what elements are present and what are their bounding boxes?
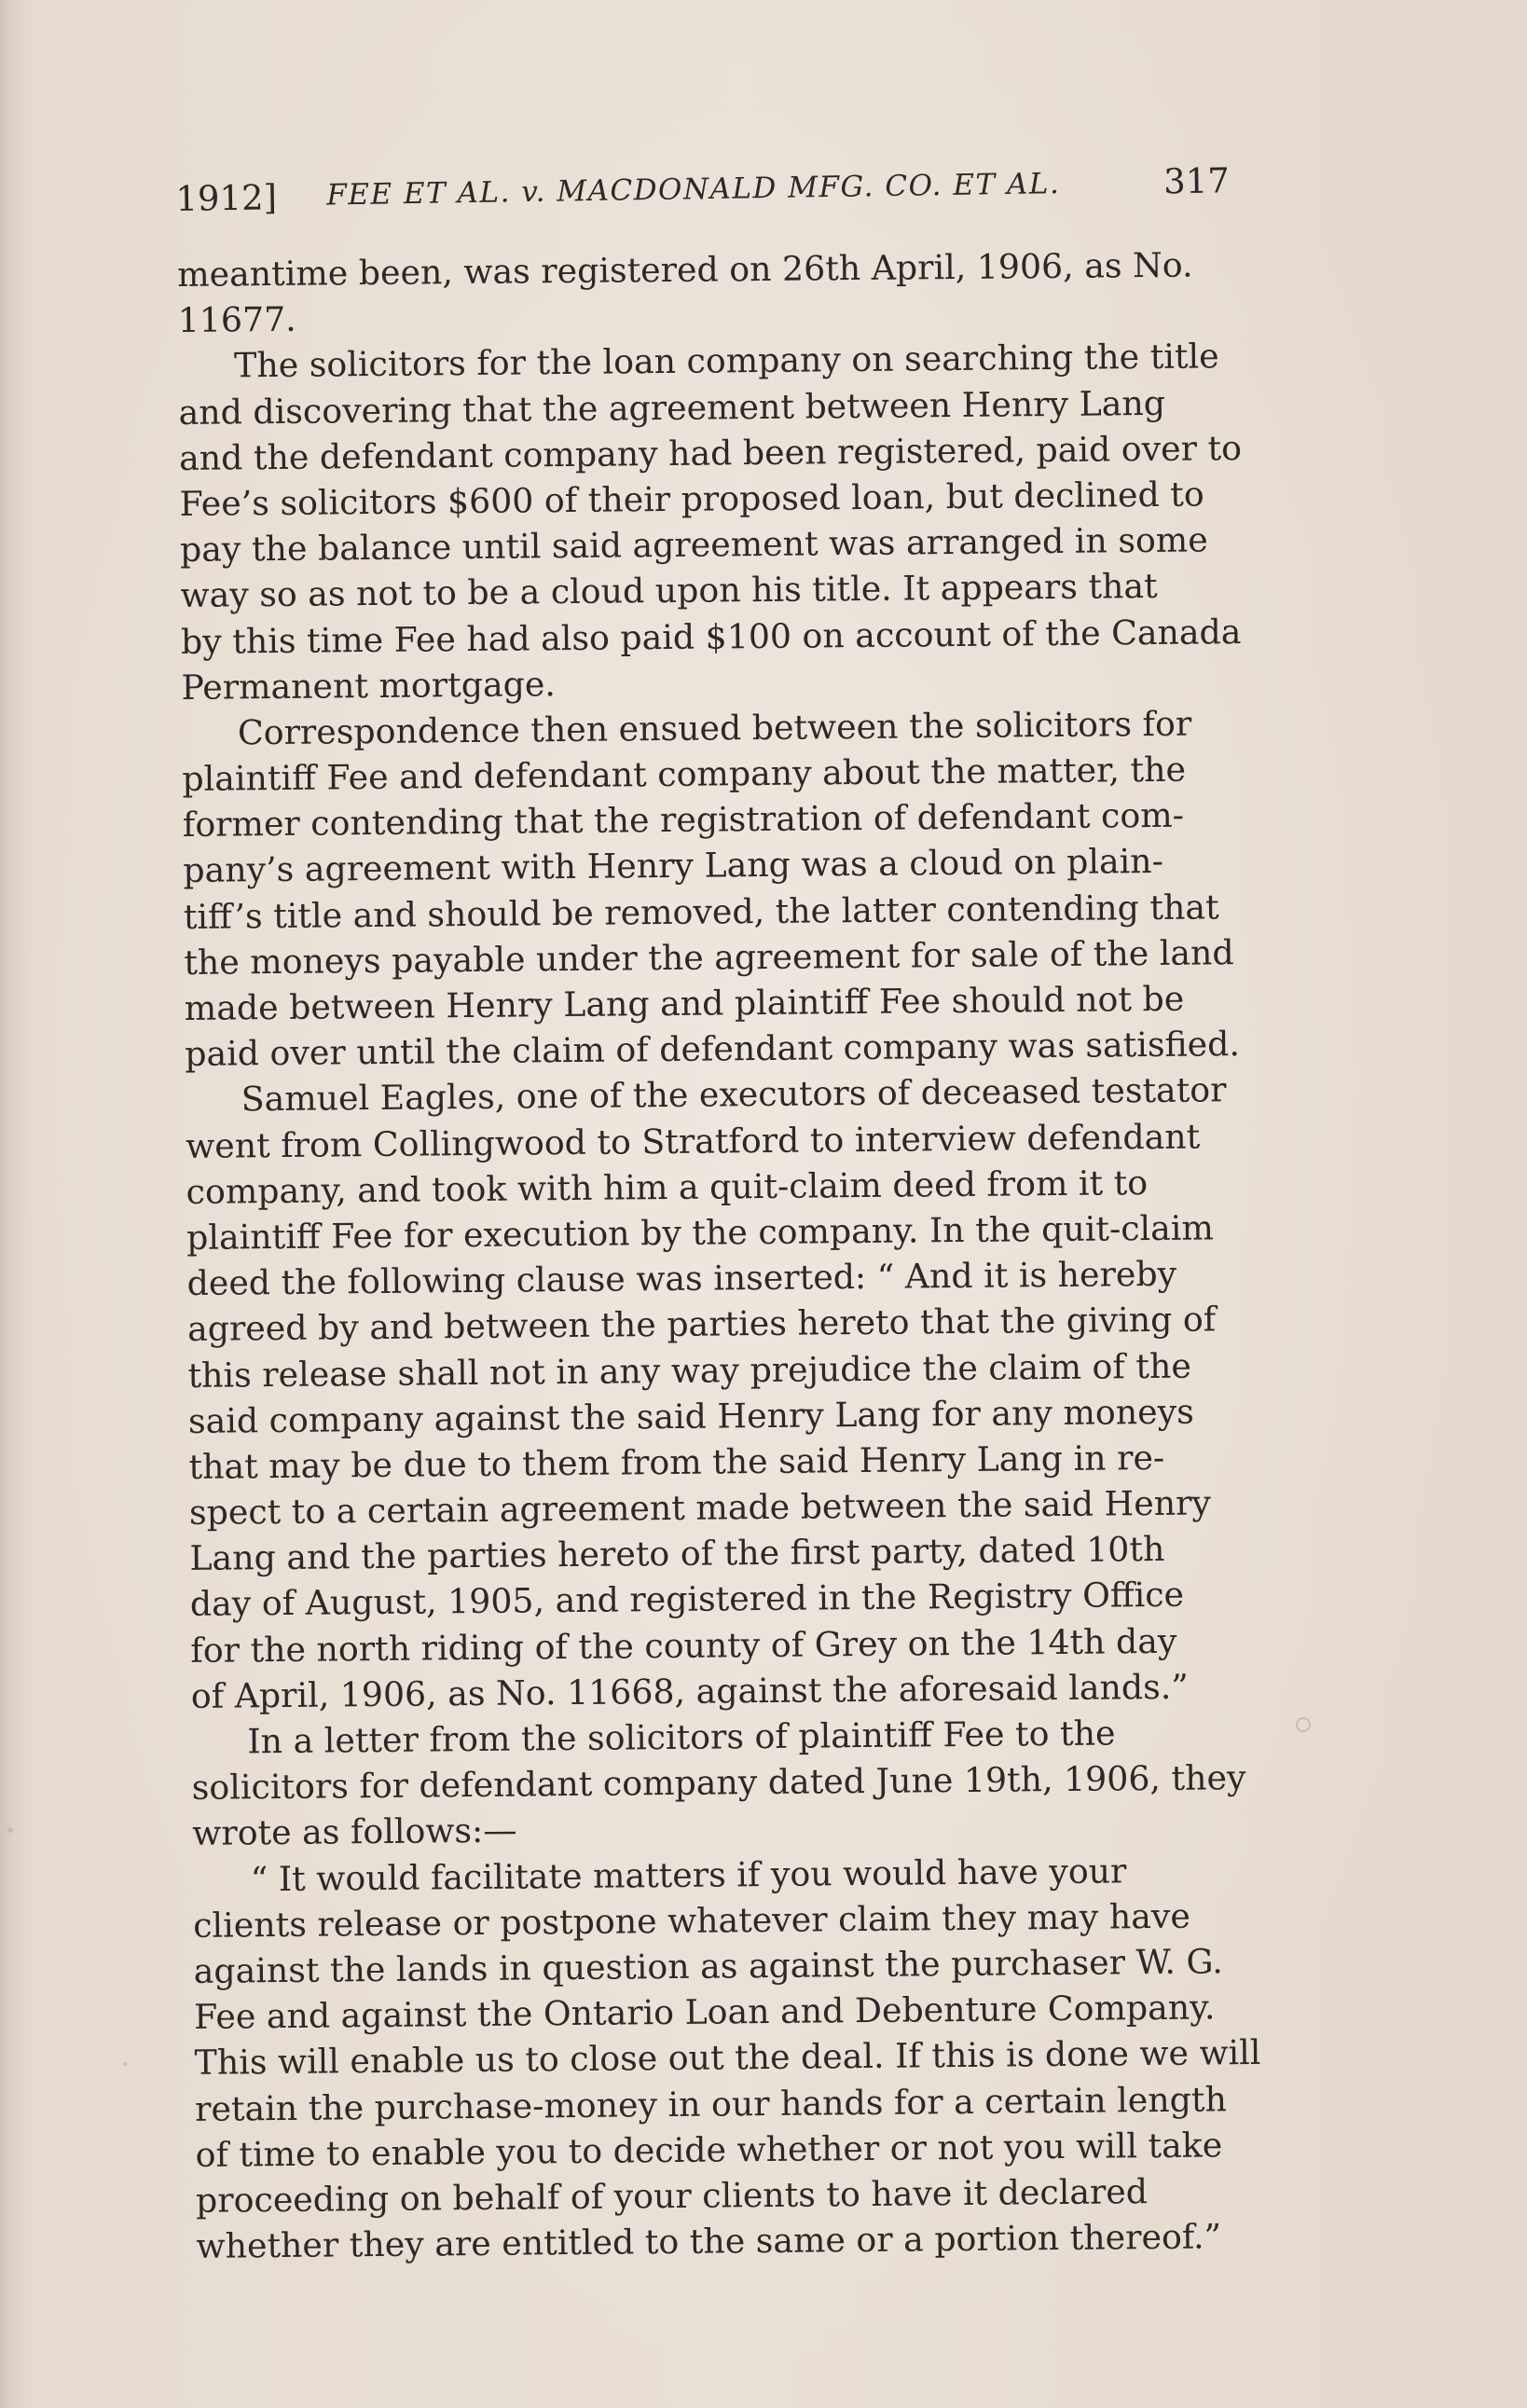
quoted-text-line: This will enable us to close out the deal. If this is done we will: [194, 2032, 1261, 2084]
text-line: that may be due to them from the said Henry Lang in re-: [188, 1437, 1165, 1487]
text-line: Permanent mortgage.: [181, 663, 557, 708]
quoted-text-line: Fee and against the Ontario Loan and Debenture Company.: [193, 1987, 1216, 2038]
text-line: In a letter from the solicitors of plaintiff Fee to the: [247, 1713, 1116, 1762]
text-line: by this time Fee had also paid $100 on account of the Canada: [180, 611, 1242, 662]
running-head: [175, 158, 1231, 231]
quoted-text-line: against the lands in question as against the purchaser W. G.: [193, 1941, 1223, 1991]
text-line: deed the following clause was inserted: “ And it is hereby: [186, 1253, 1177, 1304]
text-line: wrote as follows:—: [192, 1809, 517, 1854]
text-line: day of August, 1905, and registered in the Registry Office: [189, 1575, 1185, 1625]
body-text: [177, 241, 1278, 2269]
text-line: this release shall not in any way prejudice the claim of the: [187, 1345, 1192, 1396]
text-line: former contending that the registration of defendant com-: [182, 794, 1185, 846]
text-line: of April, 1906, as No. 11668, against the aforesaid lands.”: [190, 1666, 1190, 1716]
quoted-text-line: “ It would facilitate matters if you would have your: [250, 1850, 1127, 1899]
text-line: The solicitors for the loan company on searching the title: [233, 336, 1219, 386]
text-line: pay the balance until said agreement was arranged in some: [179, 519, 1208, 571]
text-line: paid over until the claim of defendant company was satisfied.: [185, 1024, 1241, 1075]
text-line: way so as not to be a cloud upon his title. It appears that: [180, 566, 1158, 616]
running-head-year: 1912]: [175, 177, 278, 219]
running-head-title: FEE ET AL. v. MACDONALD MFG. CO. ET AL.: [326, 167, 1061, 213]
quoted-text-line: retain the purchase-money in our hands for a certain length: [194, 2078, 1228, 2129]
text-line: agreed by and between the parties hereto that the giving of: [186, 1299, 1217, 1350]
page-number: 317: [1162, 160, 1231, 202]
paper-speck: [123, 2062, 127, 2066]
text-line: 11677.: [177, 298, 296, 341]
text-line: plaintiff Fee for execution by the company. In the quit-claim: [186, 1207, 1215, 1258]
text-line: meantime been, was registered on 26th April, 1906, as No.: [177, 244, 1193, 295]
text-line: plaintiff Fee and defendant company about the matter, the: [182, 749, 1187, 800]
text-line: went from Collingwood to Stratford to interview defendant: [185, 1116, 1201, 1166]
page-binding-edge: [0, 0, 13, 2408]
quoted-text-line: whether they are entitled to the same or a portion thereof.”: [196, 2216, 1222, 2266]
text-line: pany’s agreement with Henry Lang was a cloud on plain-: [183, 841, 1164, 891]
quoted-text-line: proceeding on behalf of your clients to have it declared: [195, 2170, 1149, 2221]
text-line: Fee’s solicitors $600 of their proposed loan, but declined to: [179, 474, 1204, 524]
paper-speck: [7, 1827, 13, 1833]
text-line: Lang and the parties hereto of the first party, dated 10th: [189, 1529, 1165, 1579]
text-line: for the north riding of the county of Grey on the 14th day: [190, 1620, 1177, 1671]
text-line: made between Henry Lang and plaintiff Fee should not be: [184, 978, 1185, 1028]
text-line: and the defendant company had been registered, paid over to: [178, 427, 1243, 478]
text-line: company, and took with him a quit-claim deed from it to: [186, 1162, 1149, 1212]
text-line: said company against the said Henry Lang for any moneys: [187, 1391, 1194, 1441]
text-line: tiff’s title and should be removed, the latter contending that: [183, 886, 1219, 937]
quoted-text-line: clients release or postpone whatever claim they may have: [193, 1895, 1191, 1946]
text-line: the moneys payable under the agreement for sale of the land: [184, 931, 1234, 983]
text-line: spect to a certain agreement made between the said Henry: [188, 1482, 1212, 1533]
paper-speck: [1296, 1717, 1311, 1732]
text-line: Correspondence then ensued between the solicitors for: [237, 703, 1192, 753]
text-line: solicitors for defendant company dated June 19th, 1906, they: [191, 1757, 1246, 1809]
text-line: Samuel Eagles, one of the executors of deceased testator: [241, 1069, 1227, 1120]
text-line: and discovering that the agreement between Henry Lang: [178, 382, 1166, 433]
quoted-text-line: of time to enable you to decide whether or not you will take: [195, 2125, 1223, 2175]
